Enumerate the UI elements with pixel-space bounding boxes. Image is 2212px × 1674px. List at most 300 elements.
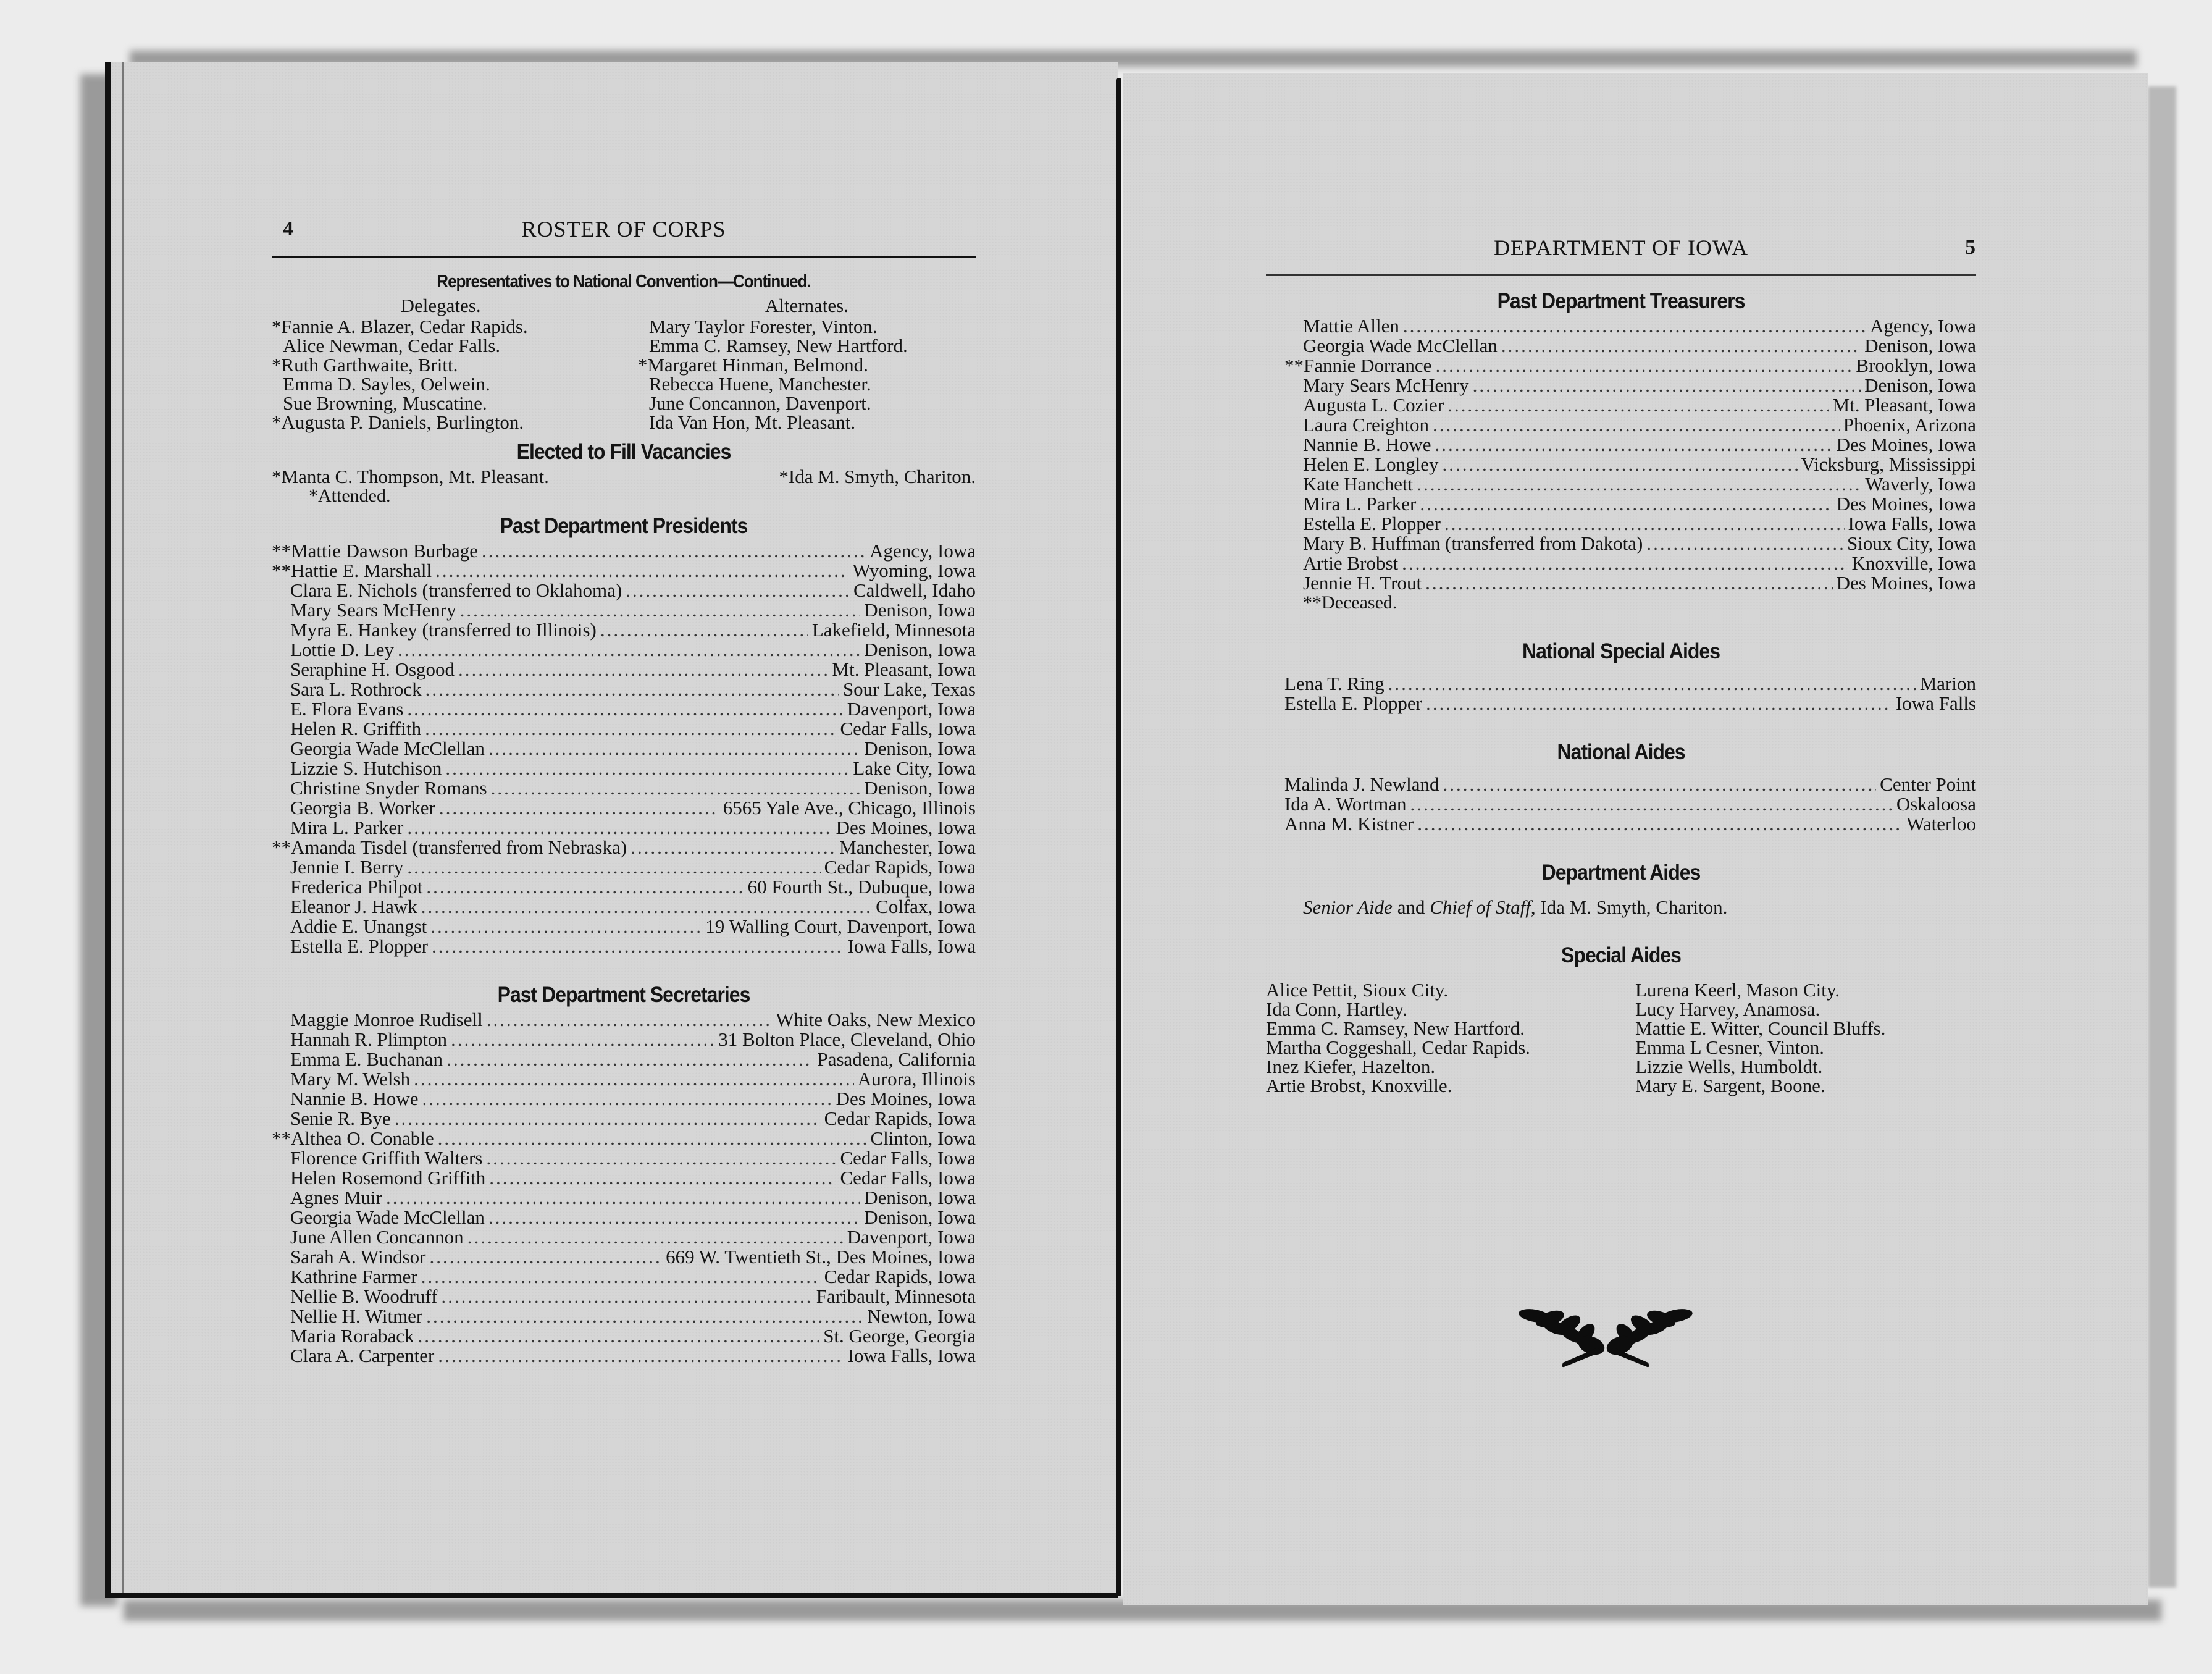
dot-leader — [446, 1049, 813, 1069]
member-name: **Hattie E. Marshall — [272, 560, 432, 581]
delegate-item: *Ruth Garthwaite, Britt. — [272, 354, 458, 376]
dot-leader — [414, 1069, 854, 1089]
member-location: Cedar Falls, Iowa — [840, 1147, 976, 1169]
dot-leader — [430, 917, 702, 936]
right-page-content — [1266, 235, 1976, 1095]
roster-entry — [272, 917, 976, 936]
member-location: Center Point — [1880, 773, 1976, 795]
roster-entry — [1284, 356, 1976, 376]
section-heading-national-special-aides: National Special Aides — [1522, 639, 1720, 663]
roster-entry — [1284, 316, 1976, 336]
roster-entry — [1266, 694, 1976, 713]
dot-leader — [487, 1010, 773, 1030]
dot-leader — [432, 936, 844, 956]
member-name: Frederica Philpot — [290, 876, 423, 898]
member-location: 19 Walling Court, Davenport, Iowa — [705, 915, 976, 937]
member-name: Eleanor J. Hawk — [290, 896, 417, 917]
member-name: Kate Hanchett — [1303, 473, 1414, 495]
member-name: Seraphine H. Osgood — [290, 658, 455, 680]
chief-of-staff-holder: , Ida M. Smyth, Chariton. — [1530, 896, 1728, 918]
special-aide-item: Mattie E. Witter, Council Bluffs. — [1635, 1017, 1886, 1039]
dot-leader — [407, 857, 820, 877]
member-location: Des Moines, Iowa — [1836, 434, 1976, 455]
delegate-item: Emma D. Sayles, Oelwein. — [283, 373, 490, 395]
member-name: Christine Snyder Romans — [290, 777, 487, 799]
roster-entry — [272, 1306, 976, 1326]
member-location: Phoenix, Arizona — [1843, 414, 1976, 435]
roster-entry — [272, 620, 976, 640]
dot-leader — [1410, 794, 1893, 814]
member-location: Brooklyn, Iowa — [1856, 355, 1976, 376]
special-aide-item: Artie Brobst, Knoxville. — [1266, 1075, 1452, 1096]
member-location: Denison, Iowa — [864, 777, 976, 799]
page-number: 5 — [1965, 236, 1976, 259]
roster-entry — [1284, 534, 1976, 553]
roster-entry — [1266, 794, 1976, 814]
vacancies-row — [272, 467, 976, 486]
dot-leader — [1417, 474, 1861, 494]
member-location: Newton, Iowa — [867, 1305, 976, 1327]
dot-leader — [600, 620, 808, 640]
roster-entry — [272, 739, 976, 759]
dot-leader — [1425, 573, 1833, 593]
roster-entry — [1284, 395, 1976, 415]
roster-entry — [1284, 553, 1976, 573]
roster-entry — [272, 600, 976, 620]
alternate-item: Emma C. Ramsey, New Hartford. — [648, 335, 908, 356]
special-aide-item: Mary E. Sargent, Boone. — [1635, 1075, 1825, 1096]
dot-leader — [421, 897, 872, 917]
member-name: Sarah A. Windsor — [290, 1246, 426, 1268]
dot-leader — [1420, 494, 1832, 514]
roster-entry — [272, 857, 976, 877]
dot-leader — [407, 818, 832, 838]
special-aide-item: Emma C. Ramsey, New Hartford. — [1266, 1017, 1525, 1039]
national-special-aides-list — [1266, 674, 1976, 713]
member-name: Clara A. Carpenter — [290, 1345, 435, 1366]
roster-entry — [272, 1049, 976, 1069]
dot-leader — [467, 1227, 844, 1247]
member-location: Davenport, Iowa — [847, 1226, 976, 1248]
special-aides-columns — [1266, 980, 1976, 1095]
delegate-item: *Augusta P. Daniels, Burlington. — [272, 411, 524, 433]
dot-leader — [429, 1247, 662, 1267]
dot-leader — [1417, 814, 1903, 834]
member-name: Estella E. Plopper — [1284, 692, 1422, 714]
dot-leader — [1646, 534, 1843, 553]
dot-leader — [1444, 514, 1845, 534]
alternate-item: Ida Van Hon, Mt. Pleasant. — [648, 411, 856, 433]
page-number: 4 — [283, 217, 294, 240]
alternate-item: Mary Taylor Forester, Vinton. — [648, 316, 878, 337]
member-location: Pasadena, California — [817, 1048, 976, 1070]
member-name: Kathrine Farmer — [290, 1266, 417, 1287]
dot-leader — [1473, 376, 1861, 395]
dot-leader — [488, 1208, 860, 1227]
dot-leader — [1403, 316, 1866, 336]
special-aide-item: Inez Kiefer, Hazelton. — [1266, 1056, 1436, 1077]
roster-entry — [272, 1129, 976, 1148]
member-location: Marion — [1919, 673, 1976, 694]
member-name: Maggie Monroe Rudisell — [290, 1009, 483, 1030]
roster-entry — [1284, 415, 1976, 435]
section-heading-presidents: Past Department Presidents — [500, 513, 748, 538]
dot-leader — [439, 798, 719, 818]
convention-columns — [272, 295, 976, 432]
chief-of-staff-title: Chief of Staff — [1430, 896, 1531, 918]
member-name: Lena T. Ring — [1284, 673, 1385, 694]
member-name: Estella E. Plopper — [1303, 513, 1441, 534]
member-location: Clinton, Iowa — [870, 1127, 976, 1149]
member-location: Lake City, Iowa — [853, 757, 976, 779]
alternates-label: Alternates. — [765, 295, 848, 316]
member-name: **Mattie Dawson Burbage — [272, 540, 479, 562]
member-name: Malinda J. Newland — [1284, 773, 1439, 795]
member-location: Wyoming, Iowa — [852, 560, 976, 581]
member-name: Jennie I. Berry — [290, 856, 404, 878]
roster-entry — [272, 581, 976, 600]
member-name: Nannie B. Howe — [290, 1088, 419, 1109]
member-name: Nannie B. Howe — [1303, 434, 1431, 455]
roster-entry — [272, 936, 976, 956]
member-location: Oskaloosa — [1896, 793, 1976, 815]
roster-entry — [272, 1188, 976, 1208]
dot-leader — [1435, 435, 1832, 455]
dot-leader — [441, 1287, 812, 1306]
roster-entry — [272, 1148, 976, 1168]
member-name: Mira L. Parker — [290, 817, 404, 838]
dot-leader — [445, 759, 849, 778]
member-location: Cedar Rapids, Iowa — [824, 1266, 976, 1287]
roster-entry — [272, 561, 976, 581]
dot-leader — [1443, 455, 1798, 474]
member-location: Faribault, Minnesota — [816, 1285, 976, 1307]
roster-entry — [272, 1168, 976, 1188]
member-name: Mary Sears McHenry — [1303, 374, 1469, 396]
member-name: Georgia Wade McClellan — [290, 738, 485, 759]
laurel-branches-icon — [1516, 1291, 1695, 1371]
roster-entry — [272, 1346, 976, 1366]
member-name: Augusta L. Cozier — [1303, 394, 1444, 416]
roster-entry — [272, 1010, 976, 1030]
member-location: Denison, Iowa — [1864, 335, 1976, 356]
roster-entry — [1284, 455, 1976, 474]
member-location: Denison, Iowa — [864, 738, 976, 759]
member-location: Iowa Falls, Iowa — [847, 935, 976, 957]
dot-leader — [422, 1089, 832, 1109]
member-name: Laura Creighton — [1303, 414, 1430, 435]
special-aide-item: Martha Coggeshall, Cedar Rapids. — [1266, 1037, 1530, 1058]
roster-entry — [272, 699, 976, 719]
dot-leader — [425, 679, 839, 699]
dot-leader — [626, 581, 850, 600]
delegates-label: Delegates. — [400, 295, 481, 316]
member-location: Cedar Falls, Iowa — [840, 1167, 976, 1188]
member-name: Jennie H. Trout — [1303, 572, 1422, 594]
dot-leader — [1435, 356, 1852, 376]
vacancy-item: *Ida M. Smyth, Chariton. — [779, 466, 976, 487]
right-page-fore-edge — [2148, 86, 2176, 1588]
member-name: Estella E. Plopper — [290, 935, 428, 957]
dot-leader — [491, 778, 861, 798]
dot-leader — [1402, 553, 1848, 573]
member-location: Mt. Pleasant, Iowa — [832, 658, 976, 680]
senior-aide-title: Senior Aide — [1303, 896, 1393, 918]
member-name: Anna M. Kistner — [1284, 813, 1414, 835]
roster-entry — [272, 798, 976, 818]
treasurers-list — [1266, 316, 1976, 593]
member-location: Colfax, Iowa — [876, 896, 976, 917]
delegate-item: Alice Newman, Cedar Falls. — [283, 335, 501, 356]
dot-leader — [418, 1326, 820, 1346]
roster-entry — [1284, 336, 1976, 356]
roster-entry — [272, 838, 976, 857]
member-name: Helen Rosemond Griffith — [290, 1167, 486, 1188]
roster-entry — [272, 1208, 976, 1227]
connector: and — [1392, 896, 1430, 918]
member-location: St. George, Georgia — [823, 1325, 976, 1347]
member-name: Nellie H. Witmer — [290, 1305, 423, 1327]
special-aides-right-column — [1623, 980, 1976, 1095]
roster-entry — [272, 897, 976, 917]
member-location: Denison, Iowa — [864, 639, 976, 660]
roster-entry — [1284, 435, 1976, 455]
member-location: Cedar Rapids, Iowa — [824, 1108, 976, 1129]
member-name: Mary M. Welsh — [290, 1068, 411, 1090]
section-heading-vacancies: Elected to Fill Vacancies — [516, 439, 731, 464]
special-aide-item: Lucy Harvey, Anamosa. — [1635, 998, 1820, 1020]
roster-entry — [272, 719, 976, 739]
member-location: Iowa Falls, Iowa — [847, 1345, 976, 1366]
dot-leader — [460, 600, 861, 620]
roster-entry — [272, 679, 976, 699]
dot-leader — [458, 660, 828, 679]
member-location: 31 Bolton Place, Cleveland, Ohio — [718, 1028, 976, 1050]
left-page-margin-line — [122, 62, 124, 1593]
member-location: Aurora, Illinois — [857, 1068, 976, 1090]
member-location: Sioux City, Iowa — [1847, 532, 1976, 554]
dot-leader — [1388, 674, 1916, 694]
member-location: Cedar Falls, Iowa — [840, 718, 976, 739]
member-name: Sara L. Rothrock — [290, 678, 422, 700]
special-aide-item: Lurena Keerl, Mason City. — [1635, 979, 1840, 1001]
member-name: Mira L. Parker — [1303, 493, 1417, 515]
dot-leader — [489, 1168, 836, 1188]
vacancy-item: *Manta C. Thompson, Mt. Pleasant. — [272, 466, 549, 487]
member-name: Georgia B. Worker — [290, 797, 435, 818]
roster-entry — [272, 1227, 976, 1247]
member-name: Helen E. Longley — [1303, 453, 1439, 475]
member-location: Denison, Iowa — [864, 599, 976, 621]
dot-leader — [426, 877, 744, 897]
member-name: Lizzie S. Hutchison — [290, 757, 442, 779]
section-heading-national-aides: National Aides — [1557, 739, 1685, 764]
presidents-list — [272, 541, 976, 956]
dot-leader — [488, 739, 860, 759]
dot-leader — [435, 561, 848, 581]
dot-leader — [482, 541, 866, 561]
member-location: Des Moines, Iowa — [1836, 572, 1976, 594]
roster-entry — [1284, 474, 1976, 494]
dot-leader — [438, 1129, 867, 1148]
member-name: Georgia Wade McClellan — [1303, 335, 1498, 356]
dot-leader — [1426, 694, 1892, 713]
chief-of-staff-line — [1266, 898, 1976, 917]
member-name: Addie E. Unangst — [290, 915, 427, 937]
member-location: Waverly, Iowa — [1865, 473, 1976, 495]
attended-footnote: *Attended. — [309, 486, 391, 506]
secretaries-list — [272, 1010, 976, 1366]
member-location: 6565 Yale Ave., Chicago, Illinois — [723, 797, 976, 818]
section-heading-convention: Representatives to National Convention—Continued. — [437, 271, 811, 292]
running-title: DEPARTMENT OF IOWA — [1494, 235, 1748, 260]
left-running-head — [272, 216, 976, 247]
roster-entry — [272, 1069, 976, 1089]
member-name: Senie R. Bye — [290, 1108, 391, 1129]
special-aide-item: Lizzie Wells, Humboldt. — [1635, 1056, 1823, 1077]
alternate-item: June Concannon, Davenport. — [648, 392, 871, 414]
member-name: Agnes Muir — [290, 1187, 382, 1208]
left-page-content — [272, 216, 976, 1366]
member-location: Davenport, Iowa — [847, 698, 976, 720]
member-location: Lakefield, Minnesota — [811, 619, 976, 641]
dot-leader — [386, 1188, 860, 1208]
member-location: Vicksburg, Mississippi — [1801, 453, 1976, 475]
member-name: Lottie D. Ley — [290, 639, 394, 660]
member-location: Denison, Iowa — [1864, 374, 1976, 396]
roster-entry — [272, 759, 976, 778]
member-name: June Allen Concannon — [290, 1226, 464, 1248]
roster-entry — [272, 1247, 976, 1267]
roster-entry — [1266, 814, 1976, 834]
member-name: E. Flora Evans — [290, 698, 404, 720]
dot-leader — [421, 1267, 821, 1287]
deceased-footnote: **Deceased. — [1303, 592, 1397, 613]
section-heading-department-aides: Department Aides — [1541, 860, 1701, 885]
member-name: **Amanda Tisdel (transferred from Nebraska) — [272, 836, 627, 858]
roster-entry — [1284, 376, 1976, 395]
dot-leader — [486, 1148, 836, 1168]
member-name: Maria Roraback — [290, 1325, 414, 1347]
dot-leader — [426, 1306, 863, 1326]
member-location: Mt. Pleasant, Iowa — [1832, 394, 1976, 416]
member-location: Sour Lake, Texas — [842, 678, 976, 700]
dot-leader — [425, 719, 836, 739]
roster-entry — [272, 877, 976, 897]
section-heading-treasurers: Past Department Treasurers — [1497, 288, 1745, 313]
member-name: **Althea O. Conable — [272, 1127, 434, 1149]
member-location: Des Moines, Iowa — [1836, 493, 1976, 515]
member-location: Knoxville, Iowa — [1851, 552, 1976, 574]
dot-leader — [395, 1109, 821, 1129]
member-name: Clara E. Nichols (transferred to Oklahoma) — [290, 579, 622, 601]
roster-entry — [272, 1287, 976, 1306]
member-name: Georgia Wade McClellan — [290, 1206, 485, 1228]
member-location: 669 W. Twentieth St., Des Moines, Iowa — [666, 1246, 976, 1268]
member-name: Mary Sears McHenry — [290, 599, 456, 621]
member-name: Myra E. Hankey (transferred to Illinois) — [290, 619, 597, 641]
dot-leader — [1443, 775, 1877, 794]
dot-leader — [438, 1346, 844, 1366]
member-location: Des Moines, Iowa — [836, 1088, 976, 1109]
delegate-item: Sue Browning, Muscatine. — [283, 392, 487, 414]
section-heading-secretaries: Past Department Secretaries — [497, 982, 750, 1007]
right-running-head — [1266, 235, 1976, 266]
dot-leader — [398, 640, 860, 660]
dot-leader — [1501, 336, 1861, 356]
dot-leader — [1433, 415, 1840, 435]
member-location: Denison, Iowa — [864, 1206, 976, 1228]
member-location: Cedar Rapids, Iowa — [824, 856, 976, 878]
member-location: Iowa Falls, Iowa — [1848, 513, 1976, 534]
member-name: Mattie Allen — [1303, 315, 1399, 337]
roster-entry — [272, 1326, 976, 1346]
member-name: Mary B. Huffman (transferred from Dakota) — [1303, 532, 1643, 554]
alternate-item: Rebecca Huene, Manchester. — [648, 373, 871, 395]
special-aides-left-column — [1266, 980, 1607, 1095]
roster-entry — [272, 660, 976, 679]
roster-entry — [272, 1030, 976, 1049]
member-name: Helen R. Griffith — [290, 718, 422, 739]
roster-entry — [1266, 775, 1976, 794]
roster-entry — [1284, 514, 1976, 534]
header-rule — [1266, 274, 1976, 276]
roster-entry — [272, 1089, 976, 1109]
delegate-item: *Fannie A. Blazer, Cedar Rapids. — [272, 316, 528, 337]
member-name: Emma E. Buchanan — [290, 1048, 443, 1070]
dot-leader — [451, 1030, 714, 1049]
member-location: 60 Fourth St., Dubuque, Iowa — [747, 876, 976, 898]
member-location: Iowa Falls — [1895, 692, 1976, 714]
member-name: **Fannie Dorrance — [1284, 355, 1432, 376]
roster-entry — [272, 640, 976, 660]
member-name: Nellie B. Woodruff — [290, 1285, 438, 1307]
delegates-column — [272, 295, 610, 432]
member-location: Manchester, Iowa — [839, 836, 976, 858]
member-location: Agency, Iowa — [1870, 315, 1976, 337]
dot-leader — [631, 838, 836, 857]
member-name: Florence Griffith Walters — [290, 1147, 483, 1169]
member-name: Hannah R. Plimpton — [290, 1028, 448, 1050]
section-heading-special-aides: Special Aides — [1561, 943, 1681, 967]
dot-leader — [1447, 395, 1829, 415]
member-location: Agency, Iowa — [869, 540, 976, 562]
member-name: Artie Brobst — [1303, 552, 1399, 574]
special-aide-item: Alice Pettit, Sioux City. — [1266, 979, 1449, 1001]
member-location: White Oaks, New Mexico — [776, 1009, 976, 1030]
member-location: Des Moines, Iowa — [836, 817, 976, 838]
roster-entry — [1284, 494, 1976, 514]
member-location: Caldwell, Idaho — [853, 579, 976, 601]
roster-entry — [272, 541, 976, 561]
roster-entry — [1266, 674, 1976, 694]
special-aide-item: Ida Conn, Hartley. — [1266, 998, 1407, 1020]
roster-entry — [1284, 573, 1976, 593]
member-location: Waterloo — [1906, 813, 1976, 835]
national-aides-list — [1266, 775, 1976, 834]
alternates-column — [613, 295, 976, 432]
header-rule — [272, 256, 976, 258]
roster-entry — [272, 818, 976, 838]
roster-entry — [272, 1109, 976, 1129]
running-title: ROSTER OF CORPS — [521, 217, 726, 242]
alternate-item: *Margaret Hinman, Belmond. — [637, 354, 868, 376]
dot-leader — [407, 699, 843, 719]
member-name: Ida A. Wortman — [1284, 793, 1407, 815]
roster-entry — [272, 1267, 976, 1287]
roster-entry — [272, 778, 976, 798]
special-aide-item: Emma L Cesner, Vinton. — [1635, 1037, 1824, 1058]
